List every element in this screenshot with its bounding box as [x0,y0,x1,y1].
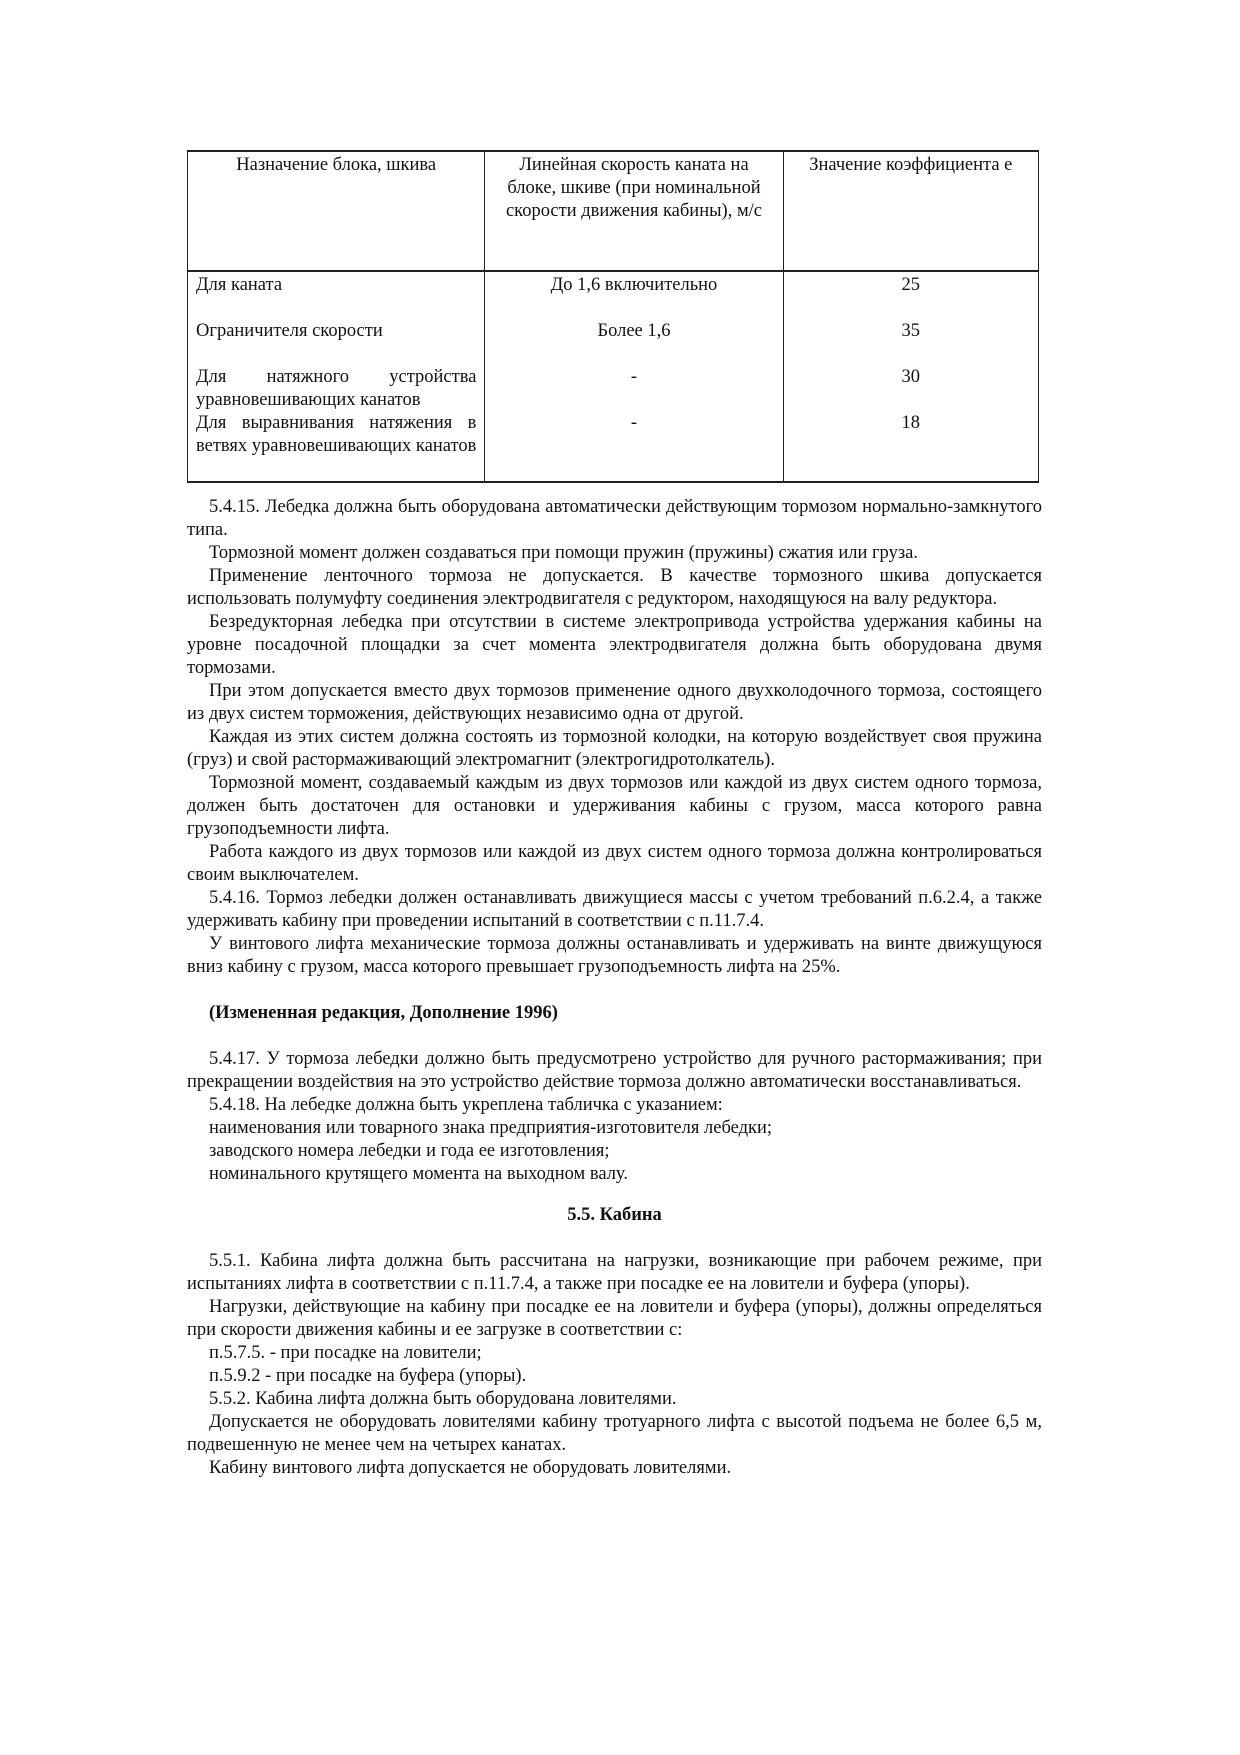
cell-purpose: Ограничителя скорости [188,320,485,366]
cell-purpose: Для выравнивания натяжения в ветвях уравновешивающих канатов [188,412,485,482]
cell-purpose: Для натяжного устройства уравновешивающих канатов [188,366,485,412]
header-speed: Линейная скорость каната на блоке, шкиве (при номинальной скорости движения кабины), м/с [485,151,783,271]
cell-coefficient: 18 [783,412,1038,482]
cell-purpose: Для каната [188,271,485,320]
list-item: заводского номера лебедки и года ее изготовления; [209,1141,610,1161]
table-row [188,320,1039,366]
paragraph-torque: Тормозной момент, создаваемый каждым из двух тормозов или каждой из двух систем одного тормоза, должен быть достаточен для остановки и удерживания кабины с грузом, масса которого равна грузоподъемности лифта. [187,773,1042,839]
cell-speed: Более 1,6 [485,320,783,366]
table-row [188,271,1039,320]
cell-coefficient: 35 [783,320,1038,366]
paragraph-each-system: Каждая из этих систем должна состоять из тормозной колодки, на которую воздействует своя пружина (груз) и свой растормаживающий электромагнит (электрогидротолкатель). [187,727,1042,770]
paragraph-spring: Тормозной момент должен создаваться при помощи пружин (пружины) сжатия или груза. [209,543,918,563]
section-title: 5.5. Кабина [567,1205,662,1225]
paragraph-loads: Нагрузки, действующие на кабину при посадке ее на ловители и буфера (упоры), должны определяться при скорости движения кабины и ее загрузке в соответствии с: [187,1297,1042,1340]
paragraph-screw-cabin: Кабину винтового лифта допускается не оборудовать ловителями. [209,1458,732,1478]
paragraph-screw-lift: У винтового лифта механические тормоза должны останавливать и удерживать на винте движущуюся вниз кабину с грузом, масса которого превышает грузоподъемность лифта на 25%. [187,934,1042,977]
paragraph-5-4-16: 5.4.16. Тормоз лебедки должен останавливать движущиеся массы с учетом требований п.6.2.4, а также удерживать кабину при проведении испытаний в соответствии с п.11.7.4. [187,888,1042,931]
revision-note: (Измененная редакция, Дополнение 1996) [209,1003,558,1023]
paragraph-5-5-2: 5.5.2. Кабина лифта должна быть оборудована ловителями. [209,1389,677,1409]
paragraph-5-4-18: 5.4.18. На лебедке должна быть укреплена табличка с указанием: [209,1095,723,1115]
cell-coefficient: 30 [783,366,1038,412]
list-item: п.5.7.5. - при посадке на ловители; [209,1343,482,1363]
cell-speed: До 1,6 включительно [485,271,783,320]
coefficient-table [187,150,1039,483]
cell-speed: - [485,412,783,482]
paragraph-5-4-17: 5.4.17. У тормоза лебедки должно быть предусмотрено устройство для ручного растормаживания; при прекращении воздействия на это устройство действие тормоза должно автоматически восстанавливаться. [187,1049,1042,1092]
paragraph-sidewalk-lift: Допускается не оборудовать ловителями кабину тротуарного лифта с высотой подъема не более 6,5 м, подвешенную не менее чем на четырех канатах. [187,1412,1042,1455]
paragraph-5-4-15: 5.4.15. Лебедка должна быть оборудована автоматически действующим тормозом нормально-замкнутого типа. [187,497,1042,540]
list-item: наименования или товарного знака предприятия-изготовителя лебедки; [209,1118,773,1138]
paragraph-band-brake: Применение ленточного тормоза не допускается. В качестве тормозного шкива допускается использовать полумуфту соединения электродвигателя с редуктором, находящуюся на валу редуктора. [187,566,1042,609]
table-row [188,366,1039,412]
paragraph-5-5-1: 5.5.1. Кабина лифта должна быть рассчитана на нагрузки, возникающие при рабочем режиме, при испытаниях лифта в соответствии с п.11.7.4, а также при посадке ее на ловители и буфера (упоры). [187,1251,1042,1294]
table-row [188,412,1039,482]
cell-coefficient: 25 [783,271,1038,320]
table-header-row [188,151,1039,271]
header-coefficient: Значение коэффициента е [783,151,1038,271]
paragraph-switch: Работа каждого из двух тормозов или каждой из двух систем одного тормоза должна контролироваться своим выключателем. [187,842,1042,885]
paragraph-gearless: Безредукторная лебедка при отсутствии в системе электропривода устройства удержания кабины на уровне посадочной площадки за счет момента электродвигателя должна быть оборудована двумя тормозами. [187,612,1042,678]
paragraph-two-shoe: При этом допускается вместо двух тормозов применение одного двухколодочного тормоза, состоящего из двух систем торможения, действующих независимо одна от другой. [187,681,1042,724]
list-item: п.5.9.2 - при посадке на буфера (упоры). [209,1366,527,1386]
body-text [187,496,1042,1480]
cell-speed: - [485,366,783,412]
list-item: номинального крутящего момента на выходном валу. [209,1164,628,1184]
header-purpose: Назначение блока, шкива [188,151,485,271]
